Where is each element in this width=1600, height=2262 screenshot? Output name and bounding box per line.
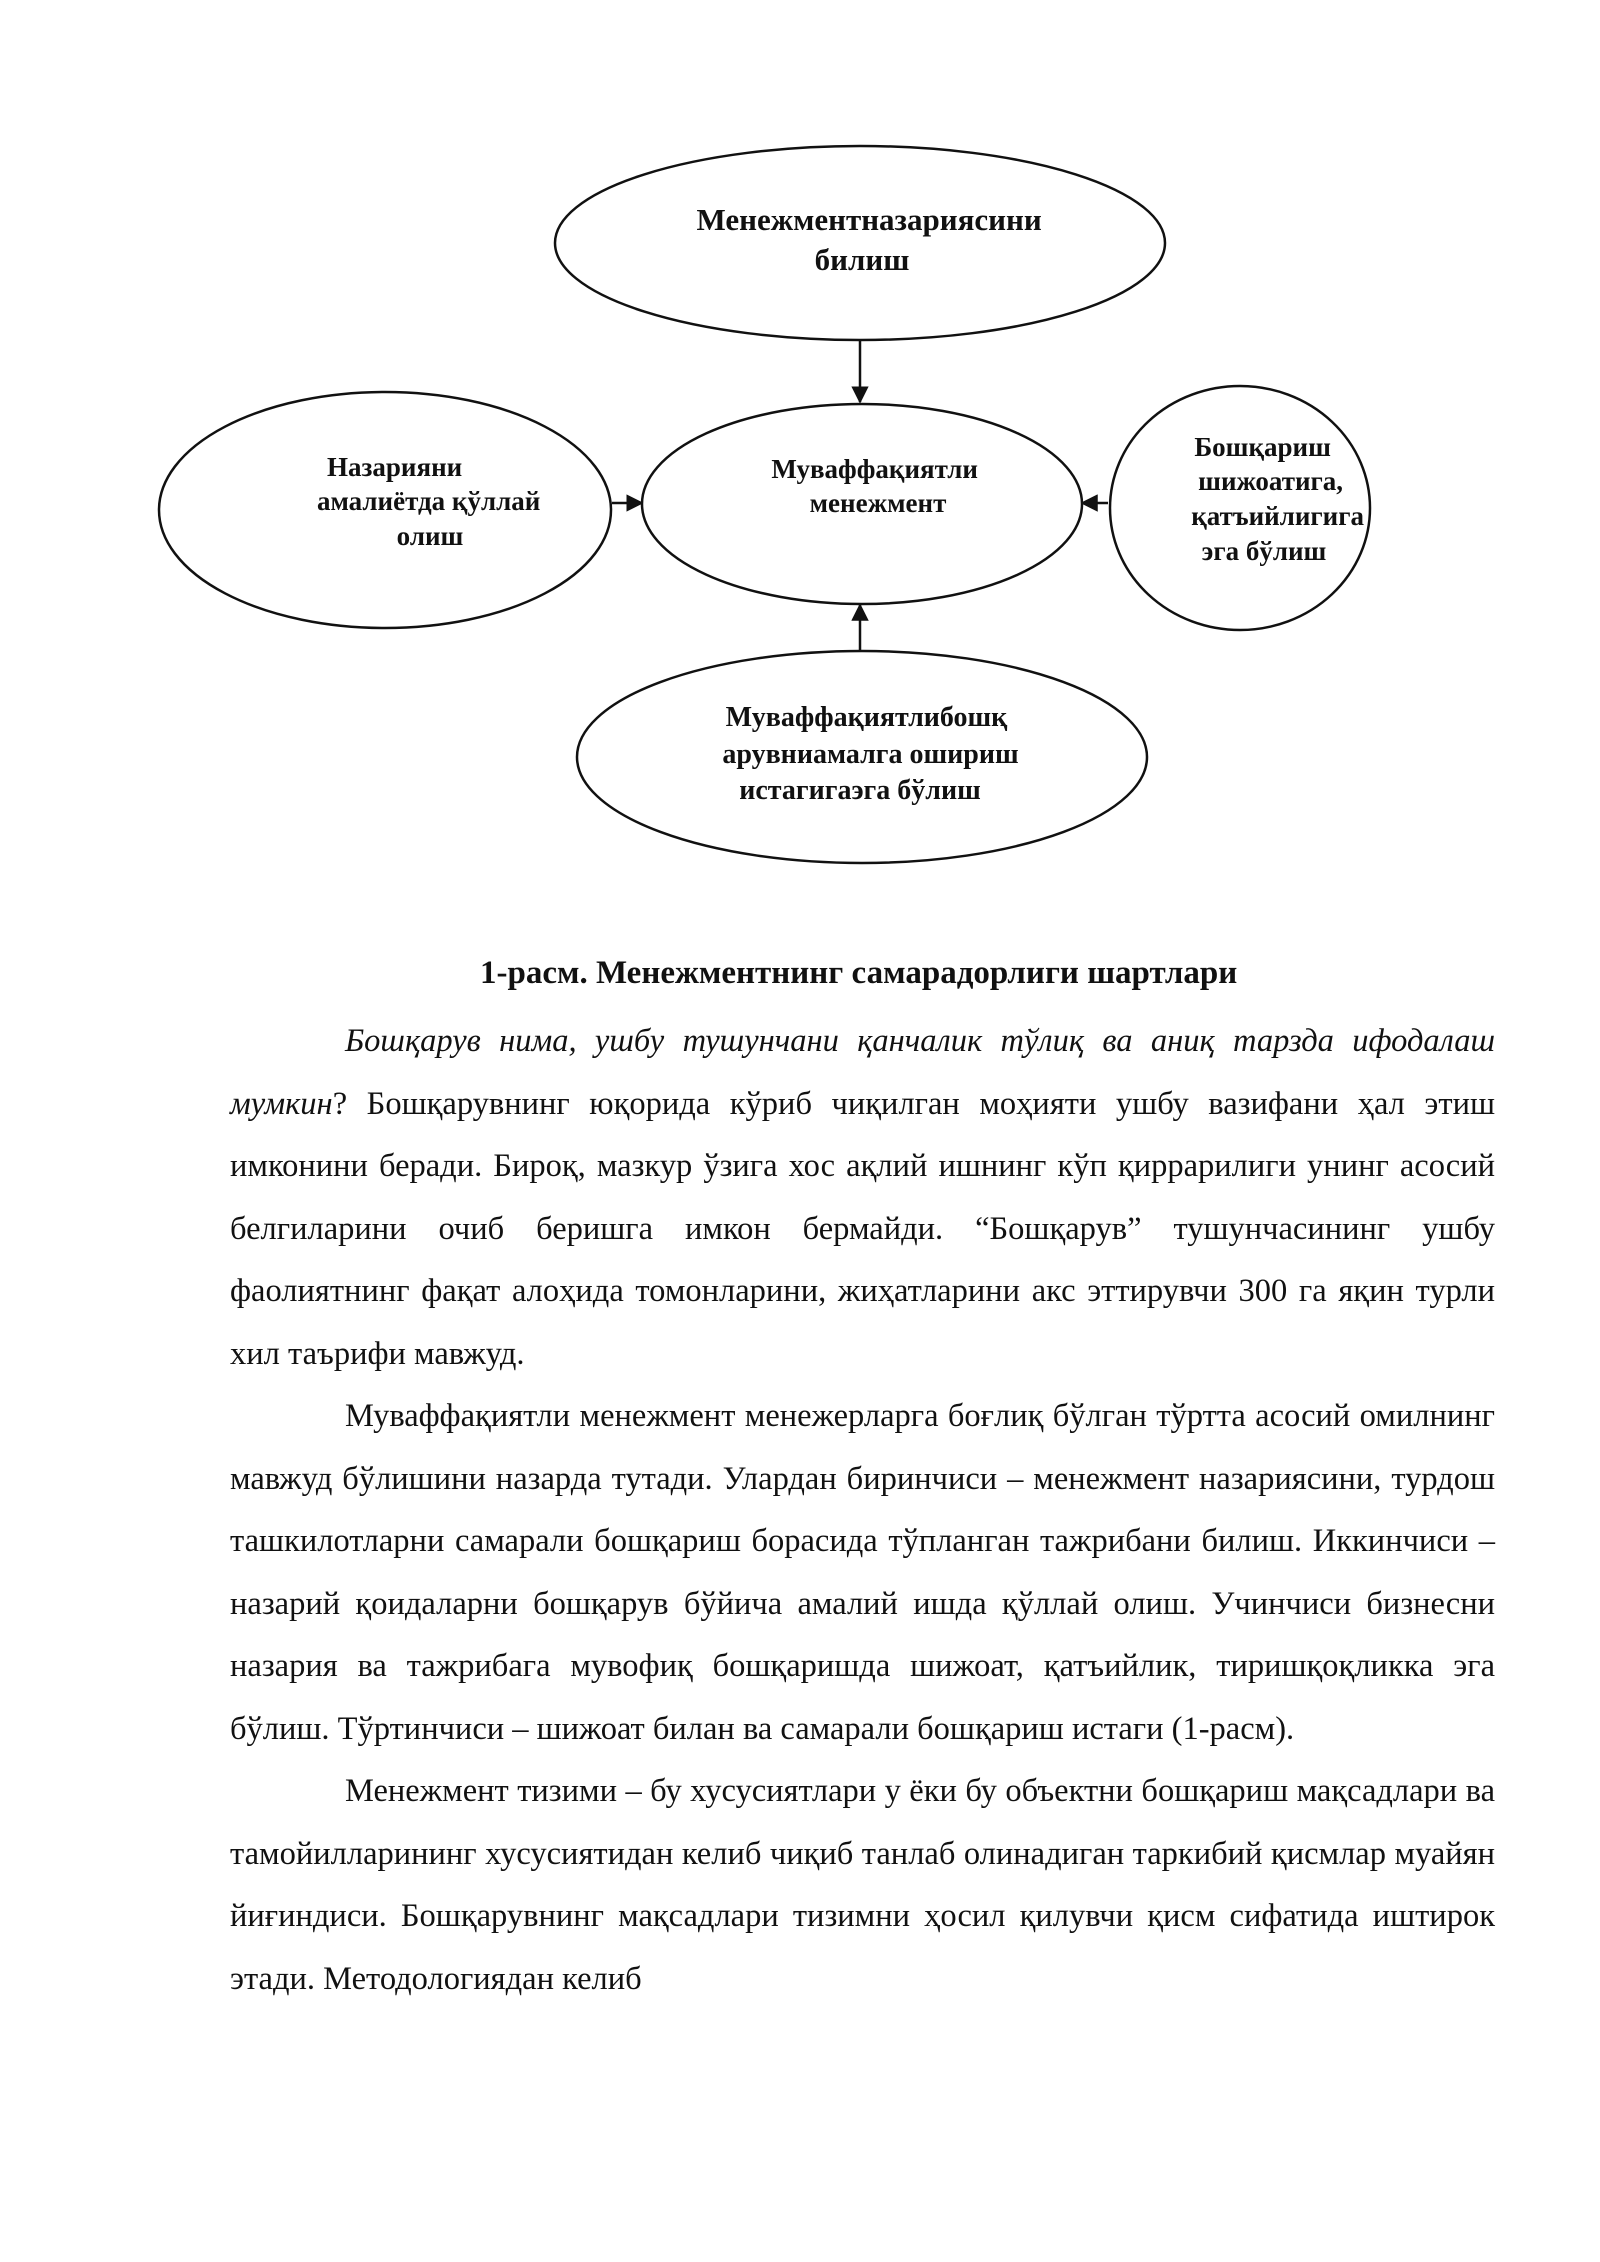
node-left-line-1: Назарияни [327,452,463,482]
node-right-line-3: қатъийлигига [1191,501,1365,531]
figure-caption [0,955,1600,992]
node-right-line-2: шижоатига, [1198,466,1344,496]
node-right-line-4: эга бўлиш [1201,536,1327,566]
node-center-line-2: менежмент [809,488,947,518]
node-bottom-line-1: Муваффақиятлибошқ [725,702,1008,733]
node-left [159,392,611,628]
figure-caption-text: 1-расм. Менежментнинг самарадорлиги шартлари [480,955,1238,991]
node-right [1110,386,1371,630]
management-diagram [0,0,1600,880]
node-left-line-2: амалиётда қўллай [316,486,541,516]
paragraph-2: Муваффақиятли менежмент менежерларга боғлиқ бўлган тўртта асосий омилнинг мавжуд бўлишини назарда тутади. Улардан биринчиси – менежмент назариясини, турдош ташкилотларни самарали бошқариш борасида тўпланган тажрибани билиш. Иккинчиси – назарий қоидаларни бошқарув бўйича амалий ишда қўллай олиш. Учинчиси бизнесни назария ва тажрибага мувофиқ бошқаришда шижоат, қатъийлик, тиришқоқликка эга бўлиш. Тўртинчиси – шижоат билан ва самарали бошқариш истаги (1-расм). [230,1398,1495,1747]
node-center-line-1: Муваффақиятли [771,454,978,484]
node-center [642,404,1082,604]
paragraph-3: Менежмент тизими – бу хусусиятлари у ёки бу объектни бошқариш мақсадлари ва тамойилларининг хусусиятидан келиб чиқиб танлаб олинадиган таркибий қисмлар муайян йиғиндиси. Бошқарувнинг мақсадлари тизимни ҳосил қилувчи қисм сифатида иштирок этади. Методологиядан келиб [230,1773,1495,1997]
node-bottom-line-3: истагигаэга бўлиш [739,775,981,806]
body-text [230,1010,1495,2010]
node-bottom [577,651,1147,863]
node-right-line-1: Бошқариш [1194,432,1331,462]
paragraph-1 [230,1010,1495,1385]
node-top [555,146,1165,340]
node-top-line-2: билиш [814,242,910,277]
node-left-line-3: олиш [396,521,464,551]
svg-text:Муваффақиятлибошқ арувни [722,702,1025,806]
node-bottom-line-2: арувниамалга ошириш [722,739,1019,770]
paragraph-1-question: Бошқарув нима, ушбу тушунчани қанчалик тўлиқ ва аниқ тарзда ифодалаш мумкин [230,1023,1495,1122]
paragraph-1-rest: ? Бошқарувнинг юқорида кўриб чиқилган моҳияти ушбу вазифани ҳал этиш имконини беради. Бироқ, мазкур ўзига хос ақлий ишнинг кўп қиррарилиги унинг асосий белгиларини очиб беришга имкон бермайди. “Бошқарув” тушунчасининг ушбу фаолиятнинг фақат алоҳида томонларини, жиҳатларини акс эттирувчи 300 га яқин турли хил таърифи мавжуд. [230,1085,1495,1372]
node-top-line-1: Менежментназариясини [696,202,1042,237]
